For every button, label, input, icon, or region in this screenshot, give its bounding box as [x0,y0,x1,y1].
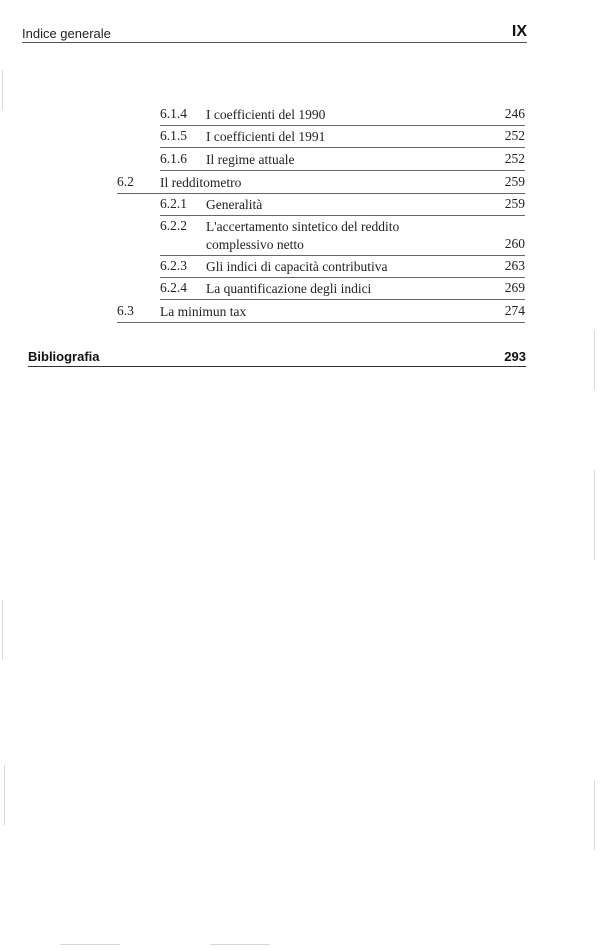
toc-entry-title: Il redditometro [160,175,242,190]
scan-artifact [4,765,5,825]
toc-entry-divider [117,322,525,323]
toc-entry-number: 6.2.3 [160,258,187,273]
toc-entry-page: 246 [504,106,525,121]
header-title: Indice generale [22,26,111,41]
toc-entry-page: 263 [504,258,525,273]
toc-entry-page: 274 [504,303,525,318]
bibliography-divider [28,366,526,367]
toc-entry [160,218,525,256]
toc-entry [160,128,525,148]
scan-artifact [2,70,3,110]
toc-entry [160,258,525,278]
toc-entry [160,106,525,126]
toc-entry-page: 269 [504,280,525,295]
toc-entry-page: 252 [504,128,525,143]
toc-entry-divider [160,170,525,171]
toc-entry-title-line1: L'accertamento sintetico del reddito [206,219,400,234]
toc-entry-page: 260 [504,236,525,251]
toc-entry [117,303,525,323]
toc-entry-divider [117,193,525,194]
toc-entry-title: La quantificazione degli indici [206,281,372,296]
toc-entry-number: 6.1.5 [160,128,187,143]
toc-entry-number: 6.2.2 [160,218,187,233]
toc-entry-title: I coefficienti del 1991 [206,129,326,144]
bibliography-page: 293 [504,349,526,364]
bibliography-title: Bibliografia [28,349,100,364]
toc-entry-page: 252 [504,151,525,166]
toc-entry-number: 6.1.4 [160,106,187,121]
toc-entry-page: 259 [504,174,525,189]
toc-entry-divider [160,215,525,216]
header-divider [22,42,527,43]
toc-entry-number: 6.2 [117,174,134,189]
toc-entry-number: 6.1.6 [160,151,187,166]
toc-entry-page: 259 [504,196,525,211]
toc-entry-title: Gli indici di capacità contributiva [206,259,388,274]
toc-entry-number: 6.3 [117,303,134,318]
toc-entry [160,196,525,216]
toc-entry-title: Il regime attuale [206,152,295,167]
toc-entry-title: I coefficienti del 1990 [206,107,326,122]
scan-artifact [60,944,120,945]
toc-entry-divider [160,277,525,278]
toc-entry-title-line2: complessivo netto [206,237,304,252]
running-header [22,24,527,44]
toc-entry-title: Generalità [206,197,263,212]
toc-entry-divider [160,147,525,148]
scan-artifact [2,600,3,660]
scan-artifact [594,470,595,560]
header-page-number: IX [511,23,527,40]
toc-entry-title: La minimun tax [160,304,247,319]
toc-entry-divider [160,125,525,126]
toc-entry-divider [160,255,525,256]
toc-entry-divider [160,299,525,300]
toc-entry [160,151,525,171]
scan-artifact [594,330,595,390]
toc-entry-number: 6.2.1 [160,196,187,211]
scan-artifact [210,944,270,945]
toc-entry [117,174,525,194]
toc-entry-number: 6.2.4 [160,280,187,295]
scan-artifact [594,780,595,850]
toc-entry [160,280,525,300]
